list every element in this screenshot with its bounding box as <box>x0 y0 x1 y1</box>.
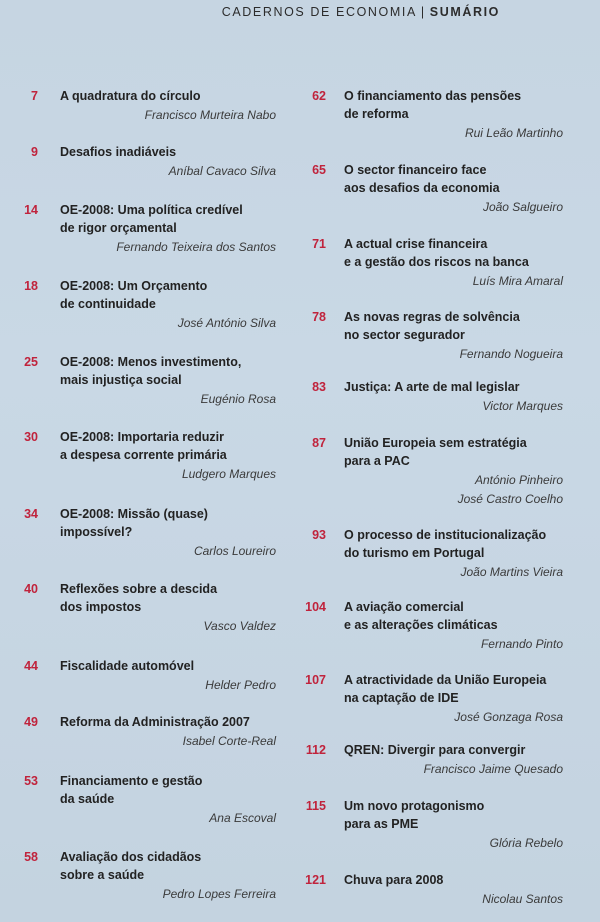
article-author: Victor Marques <box>482 399 563 413</box>
article-title-line: a despesa corrente primária <box>60 448 227 462</box>
article-title-line: no sector segurador <box>344 328 465 342</box>
article-title-line: e as alterações climáticas <box>344 618 498 632</box>
page-header <box>222 5 500 19</box>
article-title-line: Desafios inadiáveis <box>60 145 177 159</box>
article-title <box>344 378 520 396</box>
article-title-line: aos desafios da economia <box>344 181 500 195</box>
article-author: José António Silva <box>177 316 276 330</box>
page-number: 83 <box>312 380 326 394</box>
article-title-line: A aviação comercial <box>344 600 464 614</box>
article-title <box>60 353 241 389</box>
article-title-line: de continuidade <box>60 297 156 311</box>
section-title: SUMÁRIO <box>429 5 500 19</box>
article-author: João Salgueiro <box>482 200 563 214</box>
page-number: 121 <box>305 873 326 887</box>
article-author: José Gonzaga Rosa <box>454 710 563 724</box>
article-title-line: OE-2008: Uma política credível <box>60 203 243 217</box>
page-number: 14 <box>24 203 38 217</box>
article-author: Eugénio Rosa <box>200 392 276 406</box>
article-title-line: para a PAC <box>344 454 410 468</box>
article-title-line: QREN: Divergir para convergir <box>344 743 526 757</box>
article-author: Francisco Jaime Quesado <box>423 762 563 776</box>
page-number: 49 <box>24 715 38 729</box>
article-author: Fernando Teixeira dos Santos <box>116 240 276 254</box>
article-title <box>344 741 525 759</box>
article-title-line: dos impostos <box>60 600 142 614</box>
article-title-line: A actual crise financeira <box>344 237 488 251</box>
article-author: Fernando Nogueira <box>459 347 563 361</box>
header-separator: | <box>420 5 426 19</box>
article-title-line: A atractividade da União Europeia <box>344 673 547 687</box>
article-title <box>344 434 527 470</box>
article-title <box>60 201 243 237</box>
page-number: 40 <box>24 582 38 596</box>
article-author: Fernando Pinto <box>480 637 563 651</box>
article-title <box>344 871 443 889</box>
article-title <box>60 143 176 161</box>
page-number: 87 <box>312 436 326 450</box>
page-number: 112 <box>305 743 326 757</box>
page-number: 93 <box>312 528 326 542</box>
page-number: 104 <box>305 600 326 614</box>
page-number: 34 <box>24 507 38 521</box>
article-title <box>60 505 208 541</box>
article-title-line: O sector financeiro face <box>344 163 487 177</box>
article-title-line: mais injustiça social <box>60 373 182 387</box>
article-title-line: Reforma da Administração 2007 <box>60 715 250 729</box>
article-author: Francisco Murteira Nabo <box>144 108 276 122</box>
article-title-line: OE-2008: Um Orçamento <box>60 279 208 293</box>
page-number: 7 <box>31 89 38 103</box>
article-title-line: sobre a saúde <box>60 868 145 882</box>
page-number: 44 <box>24 659 38 673</box>
article-author: Luís Mira Amaral <box>472 274 563 288</box>
article-title-line: Financiamento e gestão <box>60 774 203 788</box>
page-number: 78 <box>312 310 326 324</box>
article-title <box>344 526 546 562</box>
article-title-line: Um novo protagonismo <box>344 799 485 813</box>
page-number: 18 <box>24 279 38 293</box>
article-title-line: União Europeia sem estratégia <box>344 436 527 450</box>
article-title-line: e a gestão dos riscos na banca <box>344 255 529 269</box>
article-author: Glória Rebelo <box>489 836 563 850</box>
article-title <box>60 87 201 105</box>
article-title-line: OE-2008: Missão (quase) <box>60 507 208 521</box>
article-title-line: O financiamento das pensões <box>344 89 522 103</box>
article-title-line: impossível? <box>60 525 133 539</box>
article-author: Carlos Loureiro <box>193 544 276 558</box>
article-title-line: OE-2008: Importaria reduzir <box>60 430 224 444</box>
article-title <box>344 797 484 833</box>
page-number: 115 <box>305 799 326 813</box>
article-title-line: na captação de IDE <box>344 691 459 705</box>
article-author: António Pinheiro <box>474 473 563 487</box>
article-author: Helder Pedro <box>205 678 276 692</box>
article-title <box>60 277 207 313</box>
article-title-line: do turismo em Portugal <box>344 546 485 560</box>
article-title-line: Chuva para 2008 <box>344 873 444 887</box>
article-author: Pedro Lopes Ferreira <box>162 887 276 901</box>
page-number: 30 <box>24 430 38 444</box>
article-title-line: Avaliação dos cidadãos <box>60 850 202 864</box>
article-title-line: Reflexões sobre a descida <box>60 582 218 596</box>
publication-name: CADERNOS DE ECONOMIA <box>221 5 417 19</box>
article-title-line: As novas regras de solvência <box>344 310 520 324</box>
article-title <box>344 87 521 123</box>
article-title <box>60 848 201 884</box>
article-author: Nicolau Santos <box>482 892 563 906</box>
article-author: Isabel Corte-Real <box>182 734 276 748</box>
page-number: 65 <box>312 163 326 177</box>
article-title <box>60 713 250 731</box>
article-title-line: Justiça: A arte de mal legislar <box>344 380 520 394</box>
page-number: 25 <box>24 355 38 369</box>
article-author: Aníbal Cavaco Silva <box>168 164 276 178</box>
article-title-line: Fiscalidade automóvel <box>60 659 195 673</box>
article-title <box>60 657 194 675</box>
article-author: João Martins Vieira <box>460 565 563 579</box>
article-author: Rui Leão Martinho <box>464 126 563 140</box>
page-number: 58 <box>24 850 38 864</box>
page-number: 107 <box>305 673 326 687</box>
article-title-line: de reforma <box>344 107 409 121</box>
article-author: José Castro Coelho <box>457 492 563 506</box>
page-number: 71 <box>312 237 326 251</box>
article-title-line: de rigor orçamental <box>60 221 177 235</box>
article-title-line: para as PME <box>344 817 419 831</box>
article-title <box>60 428 227 464</box>
article-title-line: da saúde <box>60 792 115 806</box>
article-author: Ludgero Marques <box>181 467 276 481</box>
article-title <box>344 671 546 707</box>
article-title <box>344 598 498 634</box>
article-title <box>344 161 500 197</box>
article-title-line: OE-2008: Menos investimento, <box>60 355 242 369</box>
article-title-line: O processo de institucionalização <box>344 528 547 542</box>
article-title <box>344 235 529 271</box>
page-number: 9 <box>31 145 38 159</box>
article-title <box>60 580 217 616</box>
page-number: 62 <box>312 89 326 103</box>
article-title-line: A quadratura do círculo <box>60 89 201 103</box>
article-author: Ana Escoval <box>209 811 276 825</box>
article-title <box>60 772 202 808</box>
article-title <box>344 308 520 344</box>
article-author: Vasco Valdez <box>203 619 276 633</box>
page-number: 53 <box>24 774 38 788</box>
